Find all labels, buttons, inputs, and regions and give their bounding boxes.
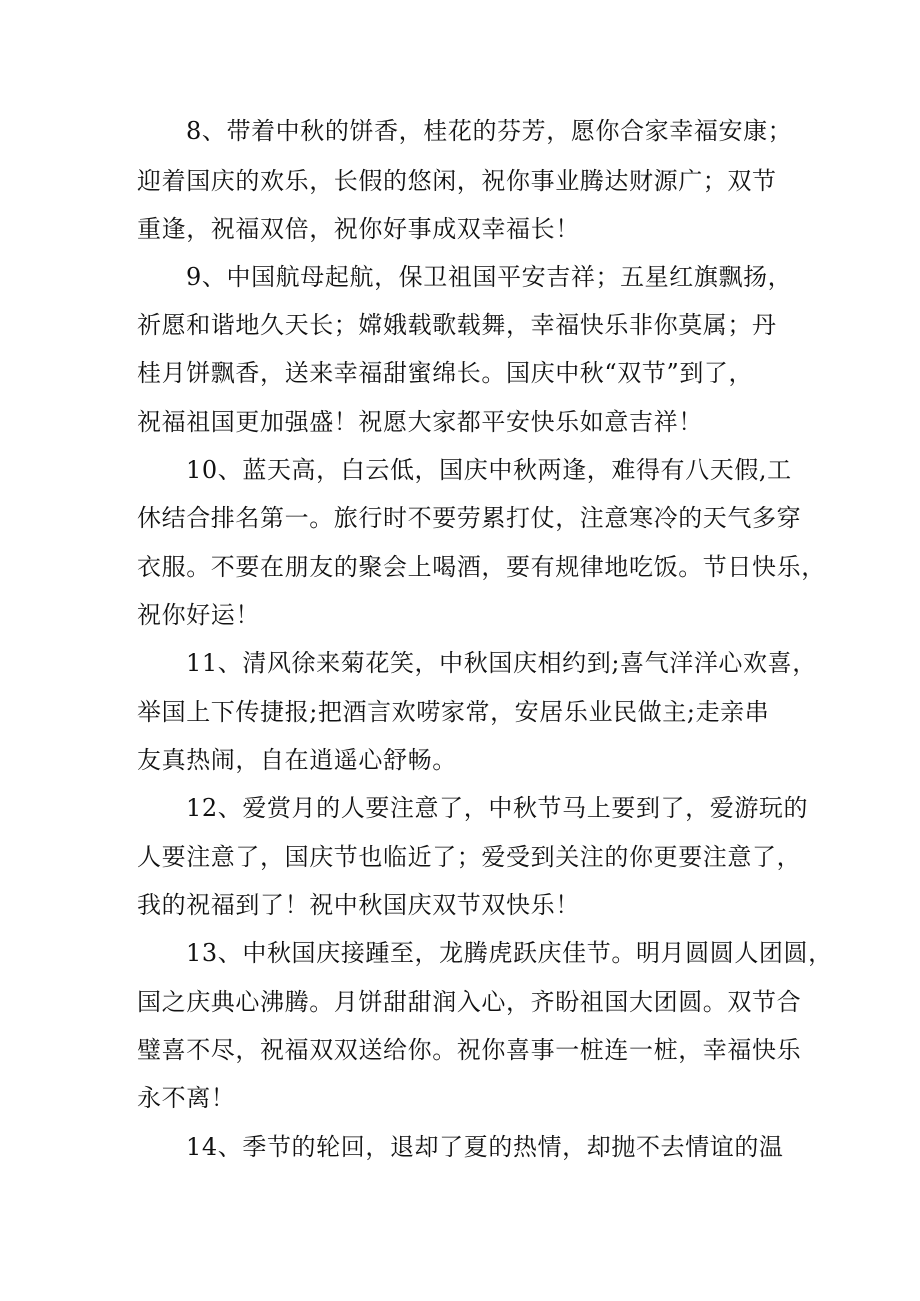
paragraph-line: 迎着国庆的欢乐，长假的悠闲，祝你事业腾达财源广；双节 [137, 167, 777, 195]
paragraph-line: 休结合排名第一。旅行时不要劳累打仗，注意寒冷的天气多穿 [137, 504, 802, 532]
paragraph-line: 8、带着中秋的饼香，桂花的芬芳，愿你合家幸福安康； [186, 117, 793, 145]
paragraph-line: 国之庆典心沸腾。月饼甜甜润入心，齐盼祖国大团圆。双节合 [137, 988, 802, 1016]
paragraph-line: 祝你好运！ [137, 601, 260, 629]
paragraph-line: 人要注意了，国庆节也临近了；爱受到关注的你更要注意了， [137, 843, 802, 871]
paragraph-line: 举国上下传捷报;把酒言欢唠家常，安居乐业民做主;走亲串 [137, 698, 770, 726]
paragraph-line: 13、中秋国庆接踵至，龙腾虎跃庆佳节。明月圆圆人团圆， [186, 939, 833, 967]
paragraph-line: 我的祝福到了！祝中秋国庆双节双快乐！ [137, 891, 580, 919]
paragraph-line: 友真热闹，自在逍遥心舒畅。 [137, 746, 457, 774]
paragraph-line: 衣服。不要在朋友的聚会上喝酒，要有规律地吃饭。节日快乐， [137, 553, 826, 581]
paragraph-line: 14、季节的轮回，退却了夏的热情，却抛不去情谊的温 [186, 1133, 784, 1161]
paragraph-line: 璧喜不尽，祝福双双送给你。祝你喜事一桩连一桩，幸福快乐 [137, 1036, 802, 1064]
paragraph-line: 9、中国航母起航，保卫祖国平安吉祥；五星红旗飘扬， [186, 263, 793, 291]
paragraph-line: 永不离！ [137, 1084, 236, 1112]
paragraph-line: 12、爱赏月的人要注意了，中秋节马上要到了，爱游玩的 [186, 794, 809, 822]
paragraph-line: 祝福祖国更加强盛！祝愿大家都平安快乐如意吉祥！ [137, 408, 703, 436]
paragraph-line: 10、蓝天高，白云低，国庆中秋两逢，难得有八天假,工 [186, 456, 792, 484]
paragraph-line: 重逢，祝福双倍，祝你好事成双幸福长！ [137, 215, 580, 243]
paragraph-line: 11、清风徐来菊花笑，中秋国庆相约到;喜气洋洋心欢喜， [186, 649, 817, 677]
paragraph-line: 桂月饼飘香，送来幸福甜蜜绵长。国庆中秋“双节”到了， [137, 359, 754, 387]
paragraph-line: 祈愿和谐地久天长；嫦娥载歌载舞，幸福快乐非你莫属；丹 [137, 311, 777, 339]
